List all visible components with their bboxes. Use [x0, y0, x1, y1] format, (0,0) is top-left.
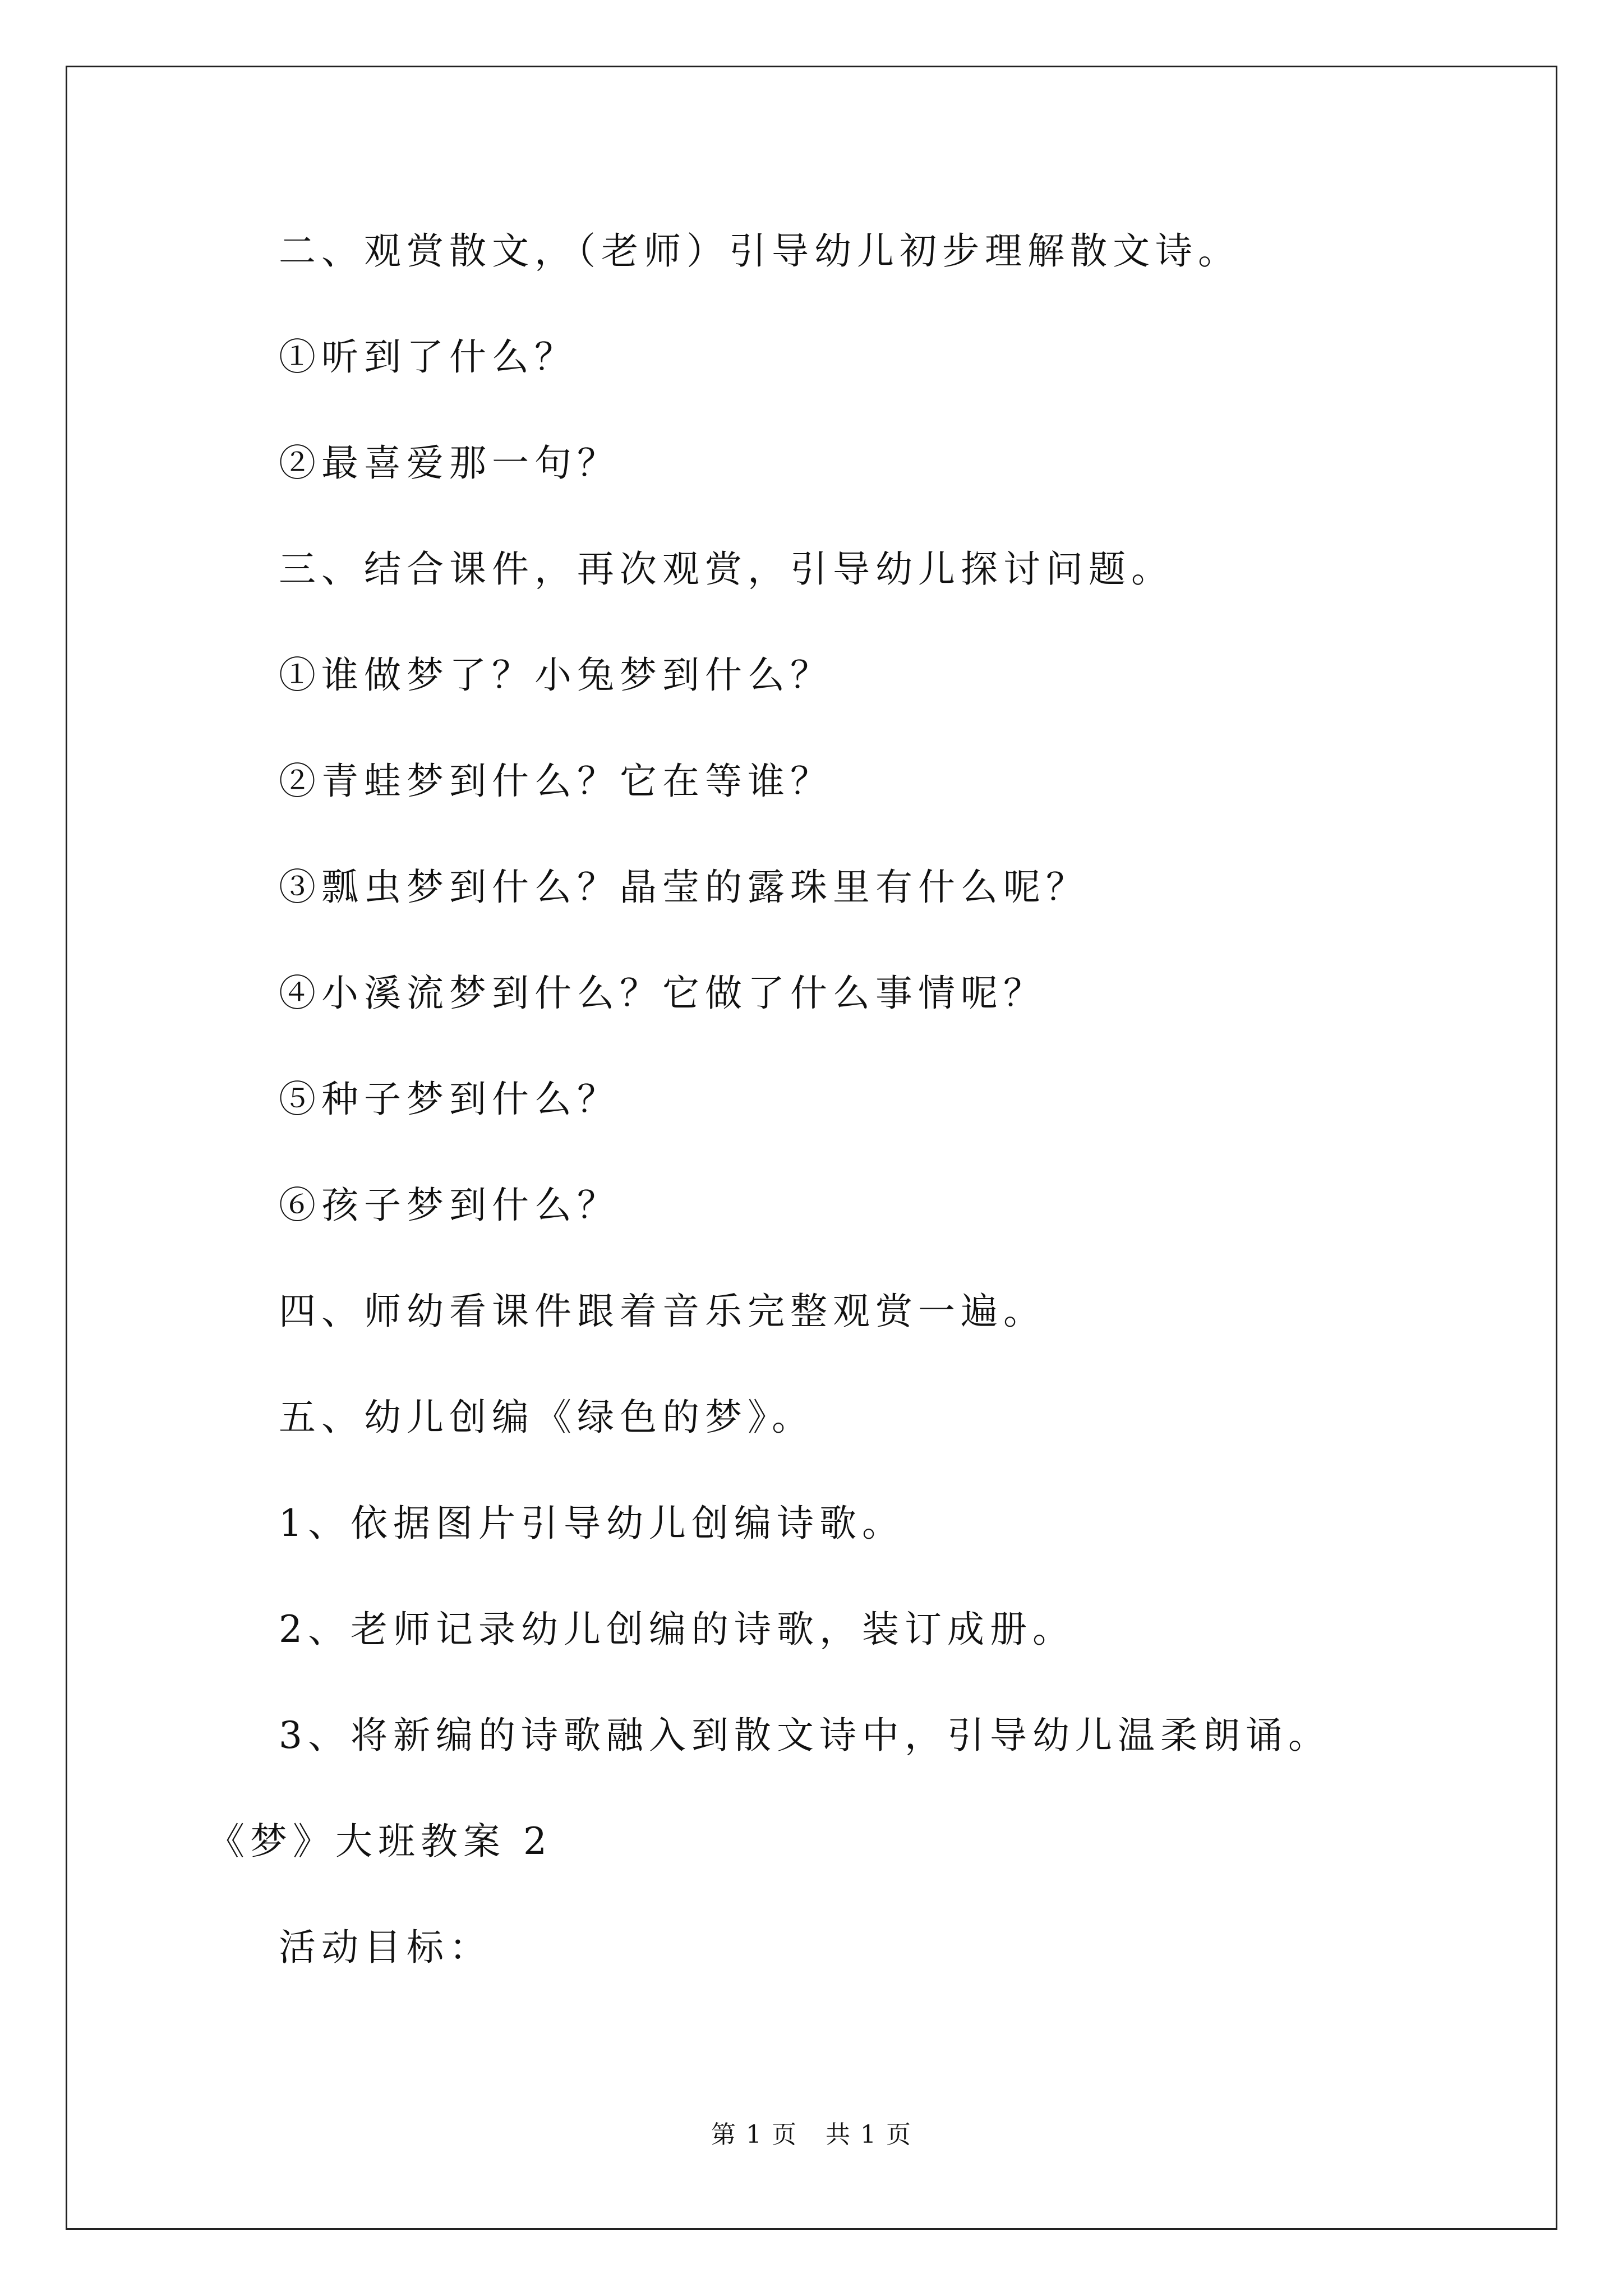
list-item-favorite: ②最喜爱那一句？	[279, 441, 620, 485]
list-item-ladybug: ③瓢虫梦到什么？晶莹的露珠里有什么呢？	[279, 866, 1089, 909]
list-item-step-2: 2、老师记录幼儿创编的诗歌，装订成册。	[279, 1608, 1075, 1651]
list-item-stream: ④小溪流梦到什么？它做了什么事情呢？	[279, 972, 1046, 1015]
section-heading-goals: 活动目标：	[279, 1926, 492, 1969]
list-item-heard: ①听到了什么？	[279, 335, 577, 379]
page-number-total: 共 1 页	[826, 2120, 912, 2149]
list-item-frog: ②青蛙梦到什么？它在等谁？	[279, 760, 833, 803]
list-item-rabbit: ①谁做梦了？小兔梦到什么？	[279, 654, 833, 697]
paragraph-section-5: 五、幼儿创编《绿色的梦》。	[279, 1396, 814, 1439]
list-item-child: ⑥孩子梦到什么？	[279, 1184, 620, 1227]
list-item-step-1: 1、依据图片引导幼儿创编诗歌。	[279, 1502, 905, 1545]
paragraph-section-2: 二、观赏散文，（老师）引导幼儿初步理解散文诗。	[279, 229, 1241, 273]
list-item-step-3: 3、将新编的诗歌融入到散文诗中，引导幼儿温柔朗诵。	[279, 1714, 1331, 1757]
page-number-current: 第 1 页	[711, 2120, 797, 2149]
lesson-plan-title: 《梦》大班教案 2	[208, 1820, 552, 1863]
list-item-seed: ⑤种子梦到什么？	[279, 1078, 620, 1121]
page-footer	[0, 2119, 1623, 2151]
page-border	[66, 66, 1557, 2230]
paragraph-section-4: 四、师幼看课件跟着音乐完整观赏一遍。	[279, 1290, 1046, 1333]
paragraph-section-3: 三、结合课件，再次观赏，引导幼儿探讨问题。	[279, 547, 1174, 591]
